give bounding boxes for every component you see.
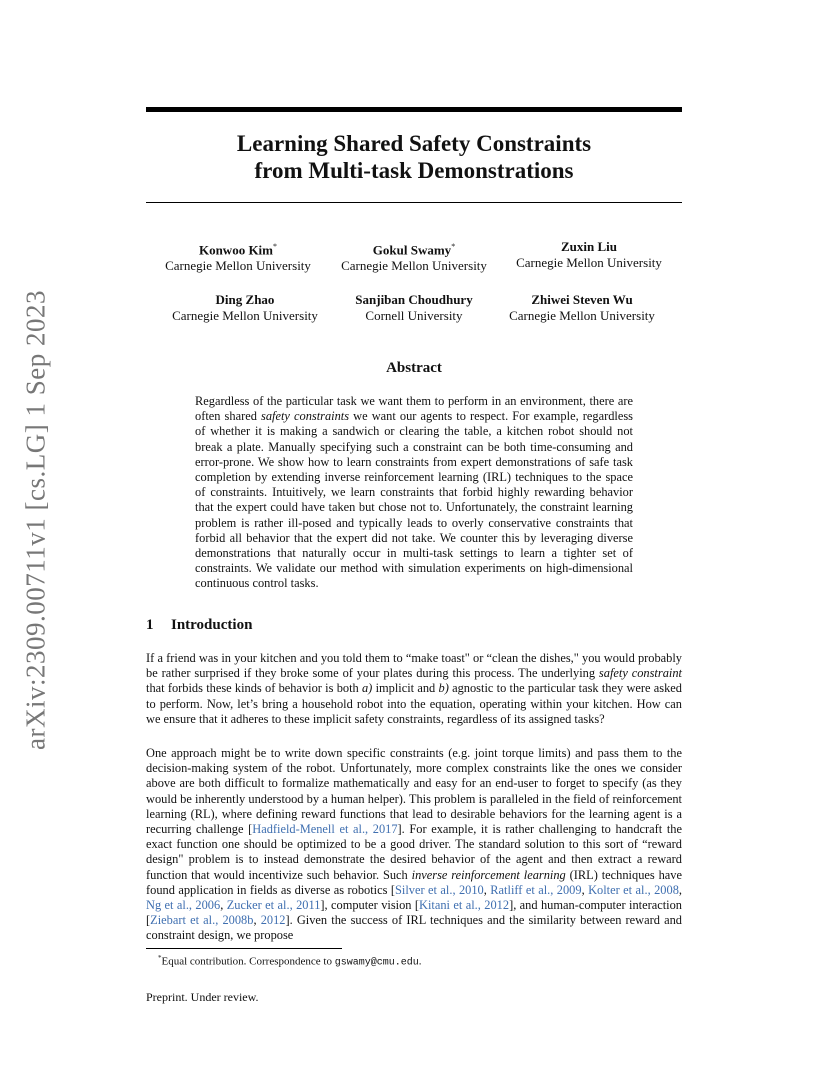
author-name: Sanjiban Choudhury (355, 292, 473, 307)
author-affiliation: Carnegie Mellon University (509, 308, 655, 323)
section-title: Introduction (171, 617, 253, 633)
title-line-2: from Multi-task Demonstrations (254, 158, 574, 183)
author-name: Zuxin Liu (560, 239, 617, 254)
intro-paragraph-1: If a friend was in your kitchen and you told them to “make toast" or “clean the dishes," you would probably be rather surprised if they broke some of your plates during this process. The underlying safety constraint that forbids these kinds of behavior is both a) implicit and b) agnostic to the particular task they were asked to perform. Now, let’s bring a household robot into the equation, operating within your kitchen. How can we ensure that it adheres to these implicit safety constraints, regardless of its assigned tasks? (146, 651, 682, 726)
title-top-rule (146, 107, 682, 112)
citation-link[interactable]: Zucker et al., 2011 (226, 898, 321, 913)
author-affiliation: Carnegie Mellon University (341, 258, 487, 274)
citation-link[interactable]: Ratliff et al., 2009 (490, 882, 582, 897)
author-block (319, 239, 509, 274)
title-bottom-rule (146, 202, 682, 203)
author-name: Zhiwei Steven Wu (531, 292, 633, 307)
author-block (143, 239, 333, 274)
section-heading (146, 617, 252, 634)
paper-title (146, 130, 682, 184)
correspondence-email[interactable]: gswamy@cmu.edu (334, 957, 419, 969)
footnote: *Equal contribution. Correspondence to gswamy@cmu.edu. (158, 954, 422, 969)
author-affiliation: Cornell University (365, 308, 463, 323)
abstract-body: Regardless of the particular task we want them to perform in an environment, there are often shared safety constraints we want our agents to respect. For example, regardless of whether it is making a sandwich or clearing the table, a kitchen robot should not break a plate. Manually specifying such a constraint can be both time-consuming and error-prone. We show how to learn constraints from expert demonstrations of safe task completion by extending inverse reinforcement learning (IRL) techniques to the space of constraints. Intuitively, we learn constraints that forbid highly rewarding behavior that the expert could have taken but chose not to. Unfortunately, the constraint learning problem is rather ill-posed and typically leads to overly conservative constraints that forbid all behavior that the expert did not take. We counter this by leveraging diverse demonstrations that naturally occur in multi-task settings to learn a tighter set of constraints. We validate our method with simulation experiments on high-dimensional continuous control tasks. (195, 394, 633, 591)
title-line-1: Learning Shared Safety Constraints (236, 131, 592, 156)
citation-link[interactable]: Hadfield-Menell et al., 2017 (252, 822, 398, 837)
author-block (487, 292, 677, 324)
arxiv-identifier-text: arXiv:2309.00711v1 [cs.LG] 1 Sep 2023 (20, 290, 51, 750)
author-affiliation: Carnegie Mellon University (516, 255, 662, 270)
citation-link[interactable]: Kitani et al., 2012 (419, 898, 510, 913)
author-name: Gokul Swamy* (372, 242, 456, 258)
abstract-heading: Abstract (386, 360, 442, 376)
footnote-rule (146, 948, 342, 949)
section-number: 1 (146, 617, 154, 633)
author-block (150, 292, 340, 324)
author-name: Ding Zhao (215, 292, 275, 307)
citation-link[interactable]: Kolter et al., 2008 (588, 882, 679, 897)
citation-link[interactable]: Ziebart et al., 2008b (150, 913, 254, 928)
author-affiliation: Carnegie Mellon University (165, 258, 311, 274)
citation-link[interactable]: 2012 (260, 913, 286, 928)
author-block (494, 239, 684, 271)
preprint-note: Preprint. Under review. (146, 990, 259, 1004)
intro-paragraph-2: One approach might be to write down specific constraints (e.g. joint torque limits) and pass them to the decision-making system of the robot. Unfortunately, more complex constraints like the ones we consider above are both difficult to formalize mathematically and easy for an end-user to forget to specify (as they would be inherently understood by a human helper). This problem is paralleled in the field of reinforcement learning (RL), where defining reward functions that lead to desirable behaviors for the learning agent is a recurring challenge [Hadfield-Menell et al., 2017]. For example, it is rather challenging to handcraft the exact function one should be optimized to be a good driver. The standard solution to this sort of “reward design" problem is to instead demonstrate the desired behavior of the agent and then extract a reward function that would incentivize such behavior. Such inverse reinforcement learning (IRL) techniques have found application in fields as diverse as robotics [Silver et al., 2010, Ratliff et al., 2009, Kolter et al., 2008, Ng et al., 2006, Zucker et al., 2011], computer vision [Kitani et al., 2012], and human-computer interaction [Ziebart et al., 2008b, 2012]. Given the success of IRL techniques and the similarity between reward and constraint design, we propose (146, 746, 683, 943)
citation-link[interactable]: Ng et al., 2006 (146, 898, 221, 913)
author-affiliation: Carnegie Mellon University (172, 308, 318, 323)
author-block (319, 292, 509, 324)
author-name: Konwoo Kim* (198, 242, 278, 258)
citation-link[interactable]: Silver et al., 2010 (395, 882, 484, 897)
